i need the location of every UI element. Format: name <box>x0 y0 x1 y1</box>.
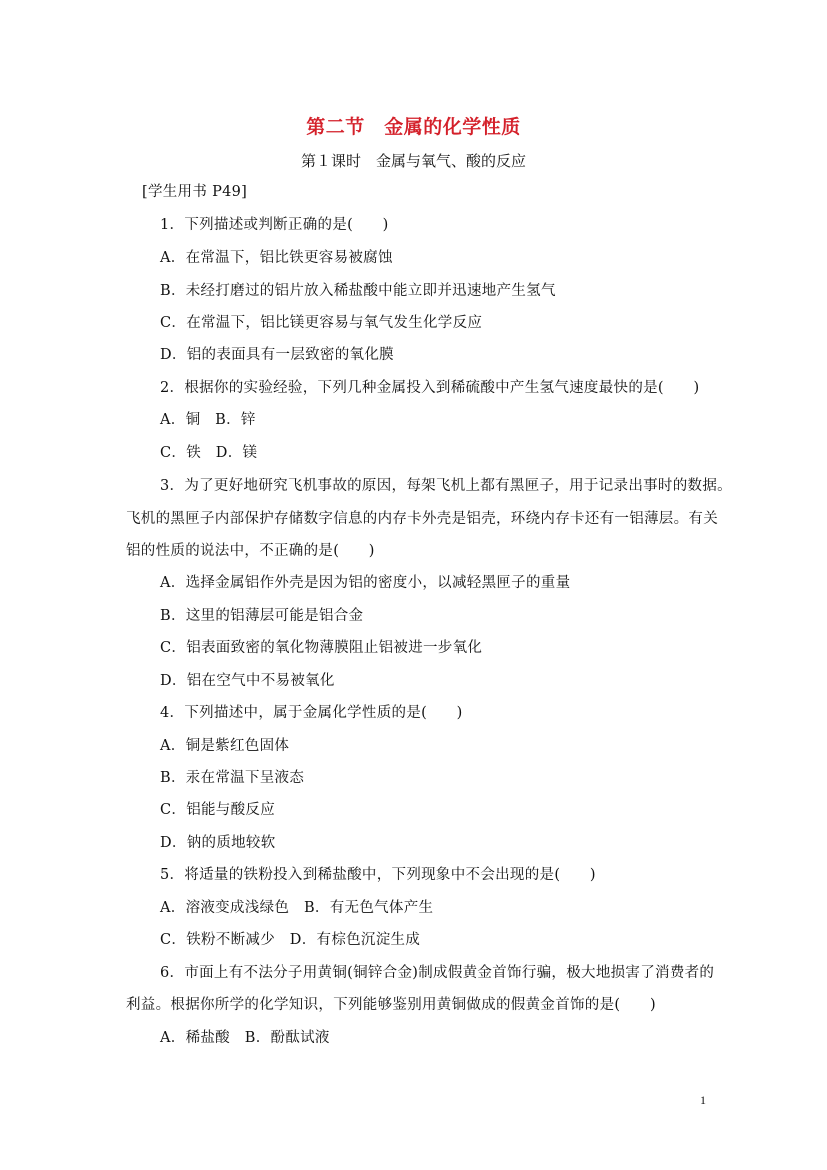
question-2-options-cd: C．铁 D．镁 <box>160 445 258 461</box>
lesson-subtitle: 第１课时 金属与氧气、酸的反应 <box>300 152 526 170</box>
question-4-option-b: B．汞在常温下呈液态 <box>160 770 305 786</box>
book-reference: [学生用书 P49] <box>142 184 248 200</box>
section-title: 第二节 金属的化学性质 <box>306 116 521 138</box>
question-2-options-ab: A．铜 B．锌 <box>160 412 256 428</box>
question-6-stem-line-1: 6．市面上有不法分子用黄铜(铜锌合金)制成假黄金首饰行骗，极大地损害了消费者的 <box>160 965 715 981</box>
question-4-option-c: C．铝能与酸反应 <box>160 802 275 818</box>
question-6-stem-line-2: 利益。根据你所学的化学知识，下列能够鉴别用黄铜做成的假黄金首饰的是( ) <box>126 997 656 1013</box>
question-3-option-c: C．铝表面致密的氧化物薄膜阻止铝被进一步氧化 <box>160 640 483 656</box>
question-2-stem: 2．根据你的实验经验，下列几种金属投入到稀硫酸中产生氢气速度最快的是( ) <box>160 380 700 396</box>
question-3-option-b: B．这里的铝薄层可能是铝合金 <box>160 608 364 624</box>
question-4-option-a: A．铜是紫红色固体 <box>160 738 290 754</box>
question-1-option-a: A．在常温下，铝比铁更容易被腐蚀 <box>160 250 393 266</box>
question-3-stem-line-2: 飞机的黑匣子内部保护存储数字信息的内存卡外壳是铝壳，环绕内存卡还有一铝薄层。有关 <box>126 511 718 527</box>
question-5-options-ab: A．溶液变成浅绿色 B．有无色气体产生 <box>160 900 434 916</box>
page-number: 1 <box>700 1093 706 1107</box>
question-3-option-d: D．铝在空气中不易被氧化 <box>160 673 335 689</box>
question-3-stem-line-1: 3．为了更好地研究飞机事故的原因，每架飞机上都有黑匣子，用于记录出事时的数据。 <box>160 478 732 494</box>
question-1-stem: 1．下列描述或判断正确的是( ) <box>160 217 389 233</box>
question-4-option-d: D．钠的质地较软 <box>160 835 276 851</box>
question-1-option-d: D．铝的表面具有一层致密的氧化膜 <box>160 347 394 363</box>
question-3-stem-line-3: 铝的性质的说法中，不正确的是( ) <box>126 543 375 559</box>
question-3-option-a: A．选择金属铝作外壳是因为铝的密度小，以减轻黑匣子的重量 <box>160 575 571 591</box>
question-4-stem: 4．下列描述中，属于金属化学性质的是( ) <box>160 705 463 721</box>
question-1-option-b: B．未经打磨过的铝片放入稀盐酸中能立即并迅速地产生氢气 <box>160 283 556 299</box>
question-5-options-cd: C．铁粉不断减少 D．有棕色沉淀生成 <box>160 932 421 948</box>
question-6-options-ab: A．稀盐酸 B．酚酞试液 <box>160 1030 330 1046</box>
question-5-stem: 5．将适量的铁粉投入到稀盐酸中，下列现象中不会出现的是( ) <box>160 867 596 883</box>
question-1-option-c: C．在常温下，铝比镁更容易与氧气发生化学反应 <box>160 315 483 331</box>
